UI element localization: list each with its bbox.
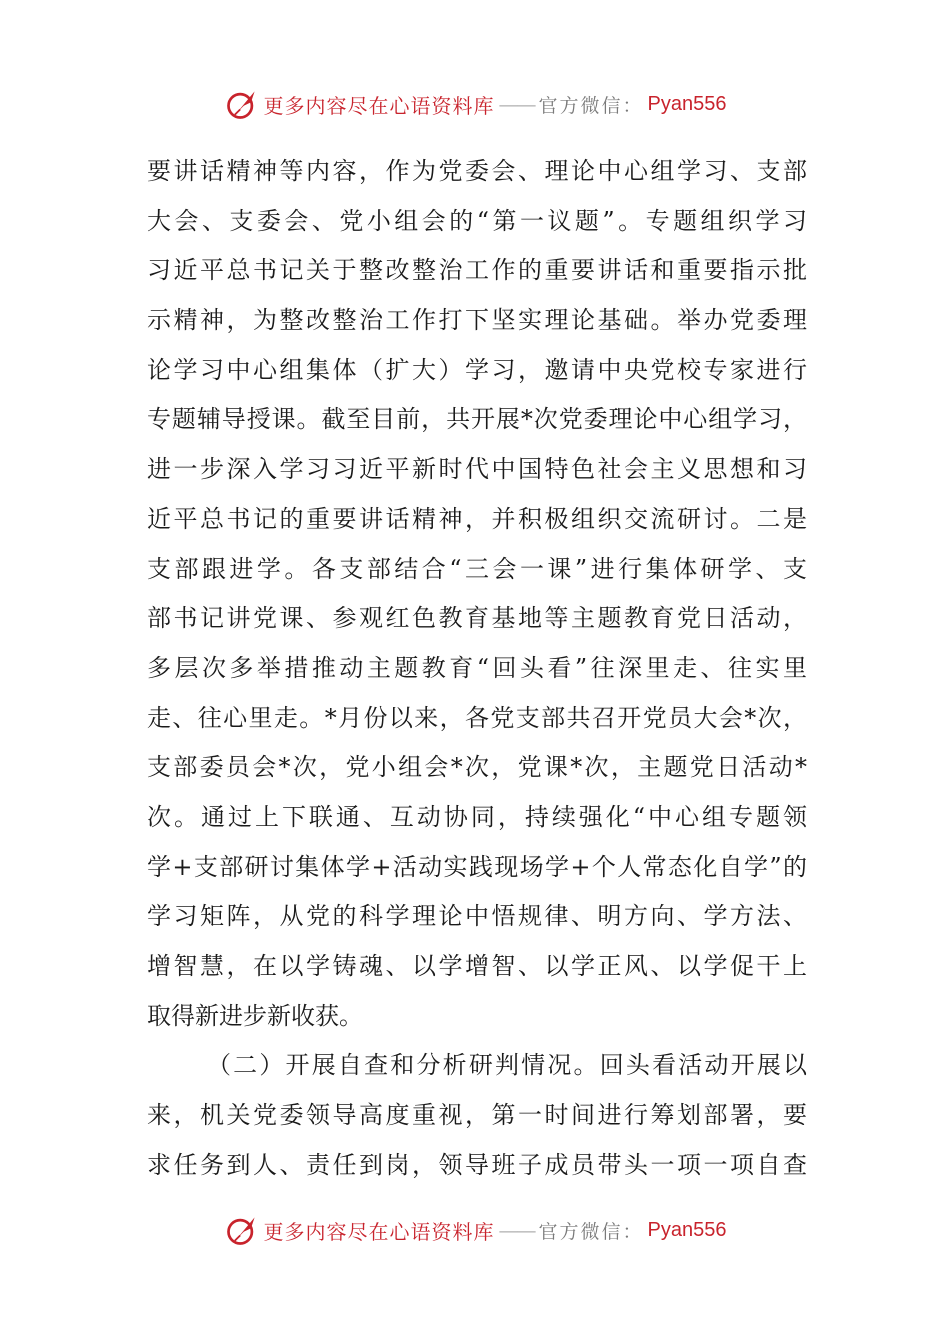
text-line: 来，机关党委领导高度重视，第一时间进行筹划部署，要 <box>147 1101 807 1130</box>
text-line: 次。通过上下联通、互动协同，持续强化“中心组专题领 <box>147 802 807 831</box>
banner-site-text: 更多内容尽在心语资料库 <box>263 93 495 118</box>
banner-wechat-label: 官方微信： <box>538 94 644 117</box>
banner-dash: —— <box>498 92 535 116</box>
quill-in-circle-icon <box>224 1212 260 1248</box>
text-line: 专题辅导授课。截至目前，共开展*次党委理论中心组学习， <box>147 405 807 434</box>
banner-wechat-id: Pyan556 <box>647 92 727 115</box>
text-line: 增智慧，在以学铸魂、以学增智、以学正风、以学促干上 <box>147 952 807 980</box>
document-body <box>147 147 807 1190</box>
text-line: 学+支部研讨集体学+活动实践现场学+个人常态化自学”的 <box>147 852 807 881</box>
text-line: 大会、支委会、党小组会的“第一议题”。专题组织学习 <box>147 206 807 235</box>
text-line: 部书记讲党课、参观红色教育基地等主题教育党日活动， <box>147 604 807 633</box>
text-line: 要讲话精神等内容，作为党委会、理论中心组学习、支部 <box>147 157 807 185</box>
banner-dash: —— <box>498 1218 535 1242</box>
section-heading-line: （二）开展自查和分析研判情况。回头看活动开展以 <box>207 1051 807 1080</box>
header-banner <box>0 84 950 124</box>
banner-content <box>224 86 727 122</box>
banner-wechat-label: 官方微信： <box>538 1220 644 1243</box>
text-line: 进一步深入学习习近平新时代中国特色社会主义思想和习 <box>147 455 807 484</box>
text-line: 支部跟进学。各支部结合“三会一课”进行集体研学、支 <box>147 554 807 583</box>
text-line: 学习矩阵，从党的科学理论中悟规律、明方向、学方法、 <box>147 902 807 931</box>
text-line: 走、往心里走。*月份以来，各党支部共召开党员大会*次， <box>147 703 807 732</box>
banner-site-text: 更多内容尽在心语资料库 <box>263 1219 495 1244</box>
banner-content <box>224 1212 727 1248</box>
text-line: 支部委员会*次，党小组会*次，党课*次，主题党日活动* <box>147 753 807 782</box>
text-line: 论学习中心组集体（扩大）学习，邀请中央党校专家进行 <box>147 355 807 384</box>
quill-in-circle-icon <box>224 86 260 122</box>
text-line: 习近平总书记关于整改整治工作的重要讲话和重要指示批 <box>147 256 807 285</box>
banner-wechat-id: Pyan556 <box>647 1218 727 1241</box>
text-line: 求任务到人、责任到岗，领导班子成员带头一项一项自查 <box>147 1150 807 1179</box>
text-line: 示精神，为整改整治工作打下坚实理论基础。举办党委理 <box>147 306 807 335</box>
text-line: 近平总书记的重要讲话精神，并积极组织交流研讨。二是 <box>147 504 807 533</box>
text-line: 多层次多举措推动主题教育“回头看”往深里走、往实里 <box>147 653 807 682</box>
text-line: 取得新进步新收获。 <box>147 1001 363 1030</box>
footer-banner <box>0 1210 950 1250</box>
